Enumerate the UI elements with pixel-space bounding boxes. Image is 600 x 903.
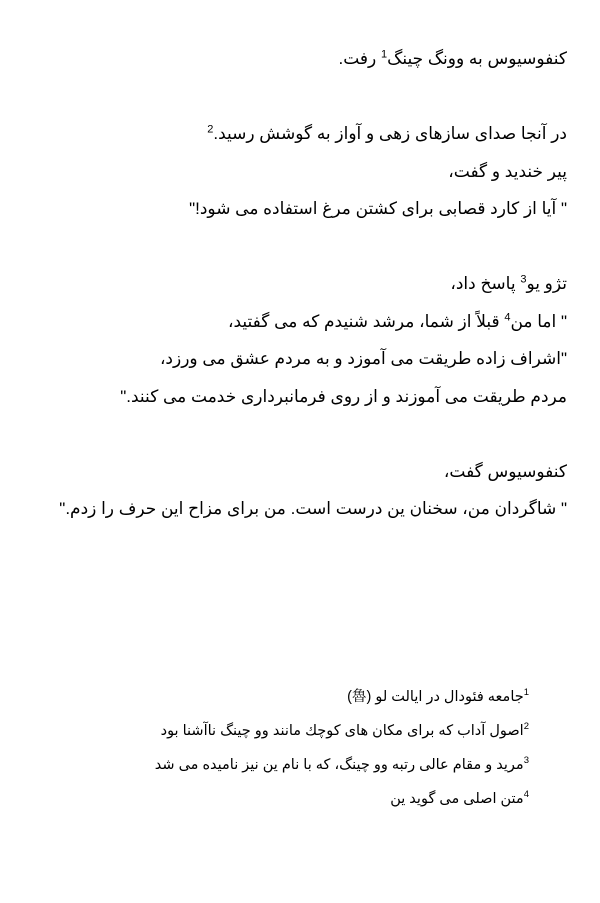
main-text (30, 40, 567, 528)
footnotes (128, 680, 529, 816)
paragraph (30, 40, 567, 78)
footnote-number: 4 (523, 789, 529, 801)
text-line (30, 490, 567, 528)
paragraph (30, 453, 567, 528)
paragraph-spacer (30, 228, 567, 266)
line-text: " شاگردان من، سخنان ین درست است. من برای مزاح این حرف را زدم." (59, 499, 567, 518)
footnote-ref[interactable]: 1 (380, 48, 388, 61)
text-line (30, 303, 567, 341)
footnote-text: جامعه فئودال در ایالت لو (魯) (347, 689, 524, 705)
paragraph-spacer (30, 78, 567, 116)
footnote (128, 782, 529, 816)
line-text: تژو یو (526, 274, 567, 293)
footnote-text: مرید و مقام عالی رتبه وو چینگ، که با نام ین نیز نامیده می شد (154, 757, 524, 773)
footnote-text: اصول آداب که برای مکان های کوچك مانند وو چینگ ناآشنا بود (160, 723, 524, 739)
footnote (128, 748, 529, 782)
text-line (30, 190, 567, 228)
line-text: پیر خندید و گفت، (448, 161, 567, 181)
footnote-number: 2 (523, 721, 529, 733)
text-line (30, 265, 567, 303)
line-text: پاسخ داد، (450, 274, 521, 293)
line-text: کنفوسیوس گفت، (443, 461, 567, 481)
line-text: کنفوسیوس به وونگ چینگ (387, 49, 567, 68)
footnote-ref[interactable]: 2 (207, 123, 214, 136)
line-text: "اشراف زاده طریقت می آموزد و به مردم عشق می ورزد، (159, 349, 567, 368)
paragraph-spacer (30, 415, 567, 453)
paragraph (30, 265, 567, 415)
footnote (128, 714, 529, 748)
line-text: مردم طریقت می آموزند و از روی فرمانبرداری خدمت می کنند." (120, 386, 567, 406)
line-text: قبلاً از شما، مرشد شنیدم که می گفتید، (228, 311, 505, 331)
text-line (30, 115, 567, 153)
text-line (30, 378, 567, 416)
text-line (30, 153, 567, 191)
footnote-ref[interactable]: 3 (520, 273, 527, 286)
line-text: " آیا از کارد قصابی برای کشتن مرغ استفاده می شود!" (189, 199, 567, 218)
line-text: " اما من (510, 311, 567, 331)
footnote-ref[interactable]: 4 (504, 310, 511, 323)
paragraph (30, 115, 567, 228)
line-text: رفت. (338, 49, 381, 68)
footnote-number: 3 (523, 755, 529, 767)
line-text: در آنجا صدای سازهای زهی و آواز به گوشش رسید. (213, 124, 567, 143)
text-line (30, 453, 567, 491)
footnote-text: متن اصلی می گوید ین (390, 791, 524, 807)
footnote-number: 1 (523, 687, 529, 699)
text-line (30, 40, 567, 78)
text-line (30, 340, 567, 378)
footnote (128, 680, 529, 714)
